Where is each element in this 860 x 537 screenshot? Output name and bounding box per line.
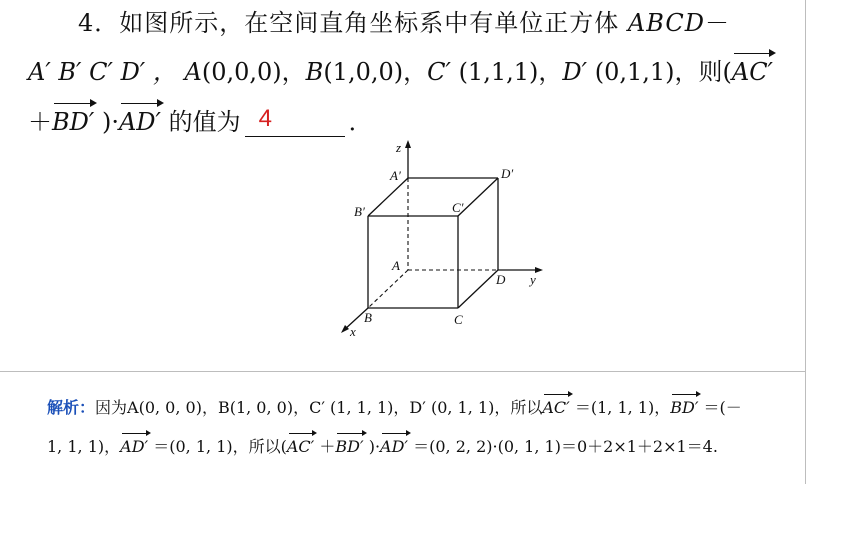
cube-figure	[330, 138, 560, 348]
sol-vector-ad1: AD′	[120, 437, 149, 456]
solution-points: A(0, 0, 0)，B(1, 0, 0)，C′ (1, 1, 1)，D′ (0, 1, 1)，所以	[127, 398, 543, 417]
problem-text: 如图所示，在空间直角坐标系中有单位正方体	[119, 9, 620, 37]
label-y: y	[530, 272, 536, 287]
point-d1: D′	[562, 58, 588, 86]
sol-result: ＝(0, 2, 2)·(0, 1, 1)＝0＋2×1＋2×1＝4.	[408, 437, 718, 456]
sol-ad1-value: ＝(0, 1, 1)，所以(	[148, 437, 287, 456]
solution-line-2	[47, 436, 718, 458]
sol-dot: )·	[363, 437, 381, 456]
vector-ad1: AD′	[118, 108, 161, 136]
solution-line-1	[47, 397, 742, 419]
point-c1-coord: (1,1,1)，	[458, 58, 563, 86]
label-c1: C′	[452, 200, 464, 215]
sol-bd1-value-end: 1, 1, 1)，	[47, 437, 121, 456]
plus-sign: ＋	[28, 108, 52, 136]
point-b: B	[305, 58, 324, 86]
problem-line-1	[78, 8, 730, 38]
problem-number: 4．	[78, 9, 120, 37]
label-b1: B′	[354, 204, 365, 219]
label-c: C	[454, 312, 463, 327]
sol-plus: ＋	[314, 437, 336, 456]
sol-bd1-value-start: ＝(－	[698, 398, 742, 417]
point-d1-coord: (0,1,1)，则(	[594, 58, 732, 86]
label-a1: A′	[390, 168, 401, 183]
problem-line-2	[28, 57, 773, 87]
solution-label: 解析：	[47, 398, 96, 417]
answer-value: 4	[258, 105, 272, 132]
dot-operator: )·	[101, 108, 119, 136]
point-b-coord: (1,0,0)，	[323, 58, 428, 86]
sol-ac1-value: ＝(1, 1, 1)，	[569, 398, 671, 417]
sol-vector-bd1: BD′	[670, 398, 699, 417]
cube-name: ABCD	[627, 9, 705, 37]
question-tail: 的值为	[168, 108, 241, 136]
sol-vector-ac1: AC′	[542, 398, 570, 417]
sol-vector-ad1-2: AD′	[380, 437, 409, 456]
vector-bd1: BD′	[52, 108, 95, 136]
vector-ac1: AC′	[731, 58, 774, 86]
sol-vector-bd1-2: BD′	[335, 437, 364, 456]
problem-line-3	[28, 107, 373, 137]
dash: －	[704, 9, 730, 37]
label-z: z	[396, 140, 402, 155]
period: ．	[348, 108, 373, 136]
answer-blank	[245, 105, 345, 137]
point-c1: C′	[427, 58, 451, 86]
label-a: A	[392, 258, 400, 273]
label-b: B	[364, 310, 372, 325]
label-x: x	[350, 324, 356, 339]
point-a-coord: (0,0,0)，	[201, 58, 306, 86]
solution-panel	[0, 372, 806, 484]
solution-text-a: 因为	[95, 398, 128, 417]
label-d1: D′	[501, 166, 514, 181]
point-a: A	[184, 58, 202, 86]
label-d: D	[496, 272, 506, 287]
cube-vertices: A′ B′ C′ D′ ，	[28, 58, 177, 86]
sol-vector-ac1-2: AC′	[286, 437, 315, 456]
